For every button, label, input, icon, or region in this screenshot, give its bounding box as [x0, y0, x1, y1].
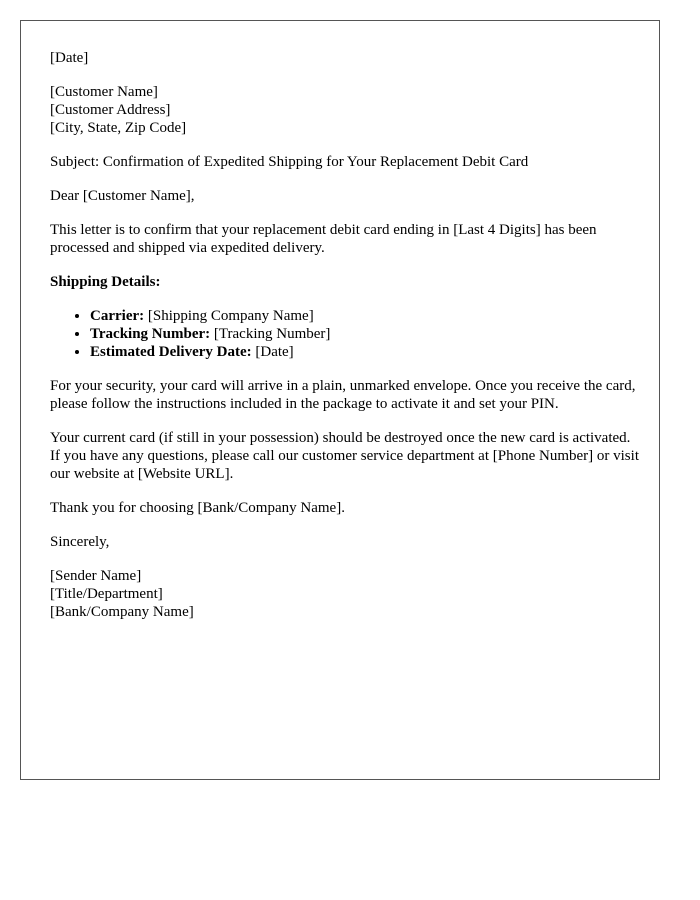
recipient-name: [Customer Name] — [50, 84, 158, 100]
shipping-item-value: [Date] — [251, 344, 294, 360]
sender-title: [Title/Department] — [50, 586, 163, 602]
shipping-item-label: Estimated Delivery Date: — [90, 344, 252, 360]
sender-company: [Bank/Company Name] — [50, 604, 194, 620]
shipping-item-delivery-date — [90, 343, 640, 361]
security-paragraph: For your security, your card will arrive in a plain, unmarked envelope. Once you receive the card, please follow the instructions included in the package to activate it and set your PIN. — [50, 378, 636, 412]
shipping-item-carrier — [90, 307, 640, 325]
intro-paragraph: This letter is to confirm that your replacement debit card ending in [Last 4 Digits] has been processed and shipped via expedited delivery. — [50, 222, 597, 256]
shipping-heading-text: Shipping Details: — [50, 274, 161, 290]
shipping-heading — [50, 273, 640, 291]
letter-salutation: Dear [Customer Name], — [50, 188, 195, 204]
shipping-item-label: Carrier: — [90, 308, 145, 324]
thanks-paragraph: Thank you for choosing [Bank/Company Name]. — [50, 500, 345, 516]
shipping-item-tracking — [90, 325, 640, 343]
sender-block — [50, 567, 640, 621]
letter-date: [Date] — [50, 50, 89, 66]
destroy-card-paragraph: Your current card (if still in your possession) should be destroyed once the new card is activated. If you have any questions, please call our customer service department at [Phone Number] or visit our website at [Website URL]. — [50, 430, 639, 482]
letter-content — [50, 49, 640, 637]
recipient-address: [Customer Address] — [50, 102, 171, 118]
letter-subject: Subject: Confirmation of Expedited Shipping for Your Replacement Debit Card — [50, 154, 529, 170]
sender-name: [Sender Name] — [50, 568, 142, 584]
shipping-details-list — [50, 307, 640, 361]
shipping-item-value: [Shipping Company Name] — [144, 308, 314, 324]
shipping-item-label: Tracking Number: — [90, 326, 211, 342]
recipient-block — [50, 83, 640, 137]
recipient-city-state-zip: [City, State, Zip Code] — [50, 120, 187, 136]
letter-closing: Sincerely, — [50, 534, 110, 550]
shipping-item-value: [Tracking Number] — [210, 326, 331, 342]
letter-page — [20, 20, 660, 780]
